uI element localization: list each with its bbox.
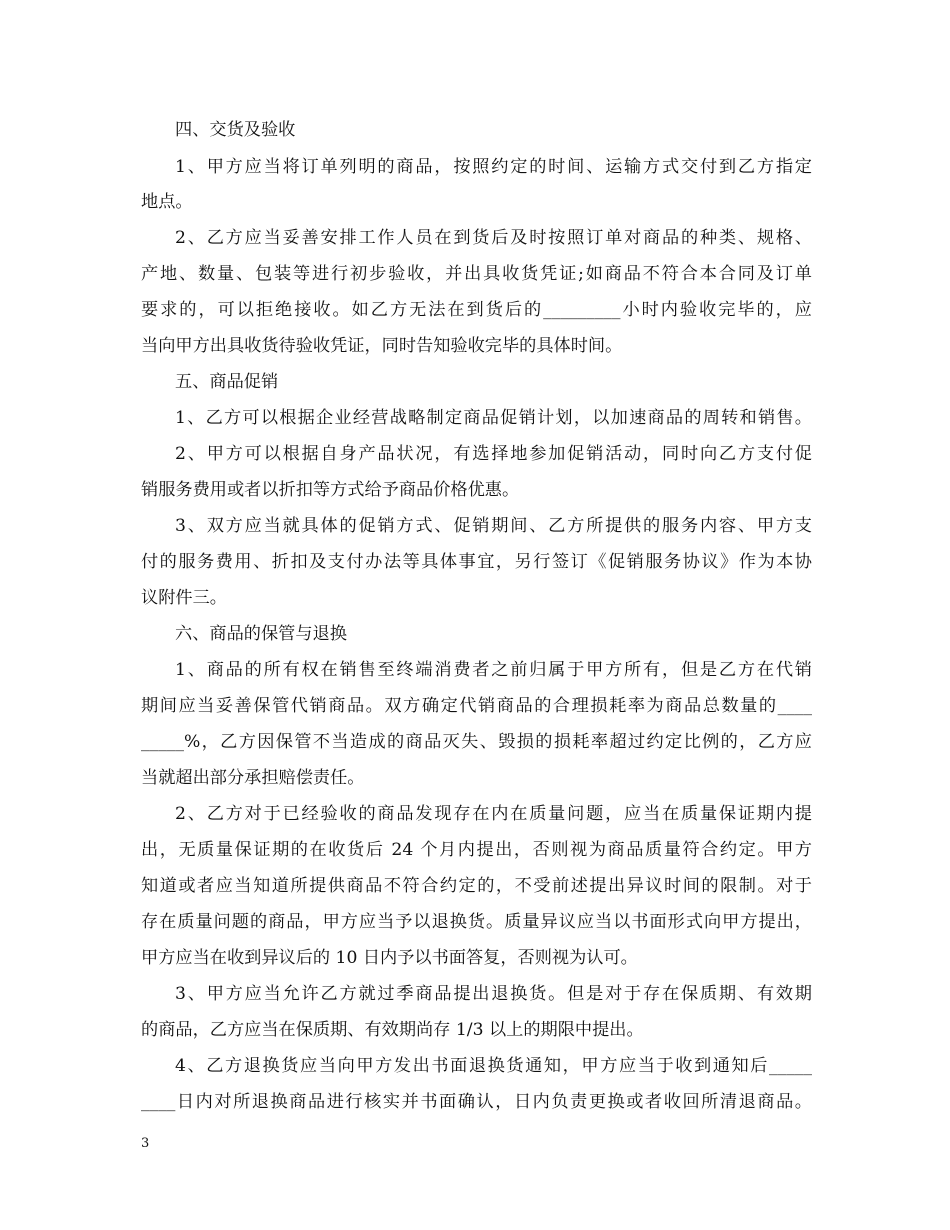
paragraph-line: 3、双方应当就具体的促销方式、促销期间、乙方所提供的服务内容、甲方支 [175, 516, 812, 536]
paragraph-line: 当向甲方出具收货待验收凭证，同时告知验收完毕的具体时间。 [141, 336, 623, 356]
paragraph-line: ____日内对所退换商品进行核实并书面确认，日内负责更换或者收回所清退商品。 [141, 1092, 812, 1112]
section-heading-promotion: 五、商品促销 [175, 372, 279, 392]
paragraph-line: 2、乙方应当妥善安排工作人员在到货后及时按照订单对商品的种类、规格、 [175, 228, 812, 248]
paragraph-line: 2、甲方可以根据自身产品状况，有选择地参加促销活动，同时向乙方支付促 [175, 444, 812, 464]
paragraph-line: 地点。 [141, 192, 193, 212]
paragraph-line: 1、商品的所有权在销售至终端消费者之前归属于甲方所有，但是乙方在代销 [175, 660, 812, 680]
paragraph-line: 期间应当妥善保管代销商品。双方确定代销商品的合理损耗率为商品总数量的____ [141, 696, 812, 716]
paragraph-line: 1、乙方可以根据企业经营战略制定商品促销计划，以加速商品的周转和销售。 [175, 408, 812, 428]
paragraph-line: 1、甲方应当将订单列明的商品，按照约定的时间、运输方式交付到乙方指定 [175, 157, 812, 177]
paragraph-line: 议附件三。 [141, 588, 227, 608]
paragraph-line: 要求的，可以拒绝接收。如乙方无法在到货后的_________小时内验收完毕的，应 [141, 300, 812, 320]
paragraph-line: 3、甲方应当允许乙方就过季商品提出退换货。但是对于存在保质期、有效期 [175, 984, 812, 1004]
section-heading-delivery: 四、交货及验收 [175, 120, 296, 140]
paragraph-line: 知道或者应当知道所提供商品不符合约定的，不受前述提出异议时间的限制。对于 [141, 876, 812, 896]
paragraph-line: 销服务费用或者以折扣等方式给予商品价格优惠。 [141, 480, 520, 500]
paragraph-line: 存在质量问题的商品，甲方应当予以退换货。质量异议应当以书面形式向甲方提出， [141, 912, 812, 932]
paragraph-line: 4、乙方退换货应当向甲方发出书面退换货通知，甲方应当于收到通知后_____ [175, 1056, 812, 1076]
section-heading-storage-return: 六、商品的保管与退换 [175, 624, 347, 644]
paragraph-line: 出，无质量保证期的在收货后 24 个月内提出，否则视为商品质量符合约定。甲方 [141, 840, 812, 860]
paragraph-line: 的商品，乙方应当在保质期、有效期尚存 1/3 以上的期限中提出。 [141, 1020, 644, 1040]
paragraph-line: _____%，乙方因保管不当造成的商品灭失、毁损的损耗率超过约定比例的，乙方应 [141, 732, 812, 752]
paragraph-line: 甲方应当在收到异议后的 10 日内予以书面答复，否则视为认可。 [141, 948, 638, 968]
paragraph-line: 当就超出部分承担赔偿责任。 [141, 768, 365, 788]
page-number: 3 [141, 1136, 150, 1151]
paragraph-line: 付的服务费用、折扣及支付办法等具体事宜，另行签订《促销服务协议》作为本协 [141, 552, 812, 572]
paragraph-line: 2、乙方对于已经验收的商品发现存在内在质量问题，应当在质量保证期内提 [175, 804, 812, 824]
paragraph-line: 产地、数量、包装等进行初步验收，并出具收货凭证;如商品不符合本合同及订单 [141, 264, 812, 284]
